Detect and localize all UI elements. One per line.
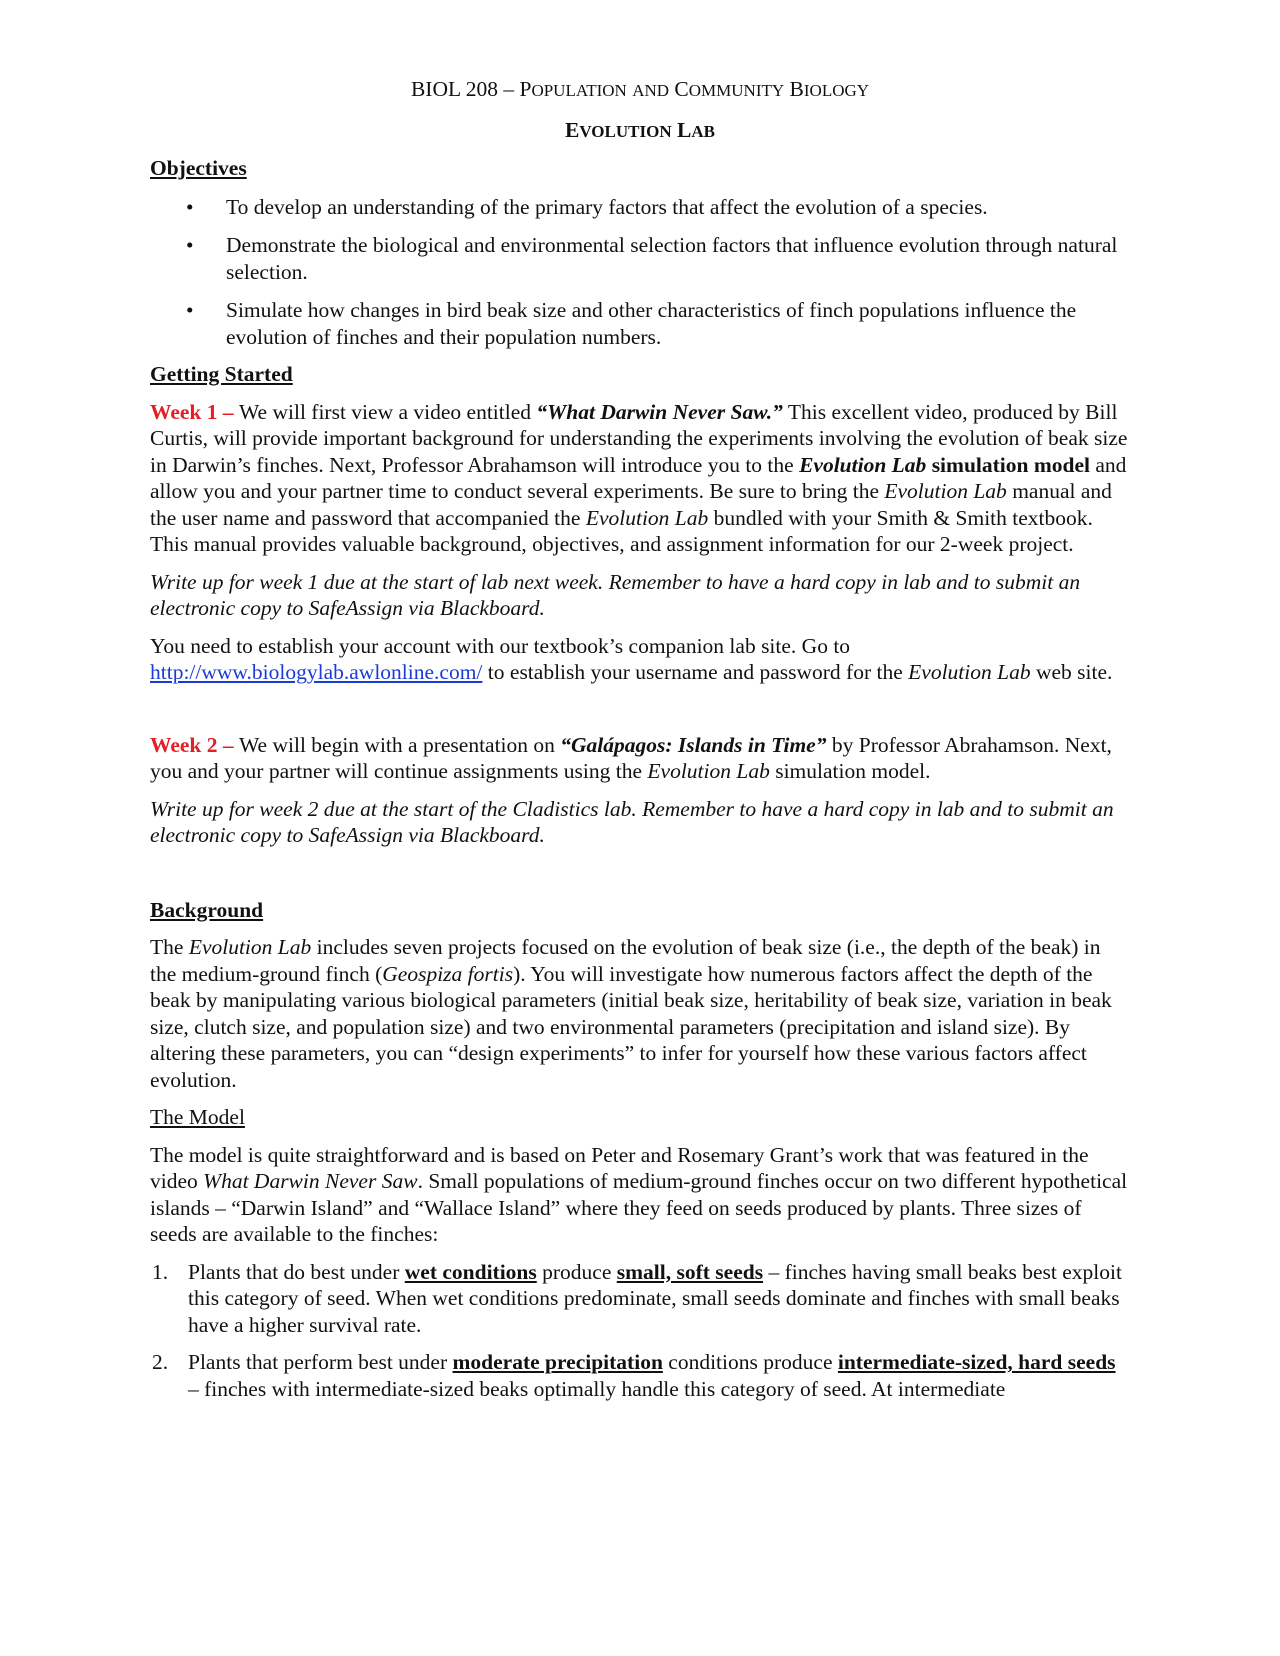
lab-site-link[interactable]: http://www.biologylab.awlonline.com/ <box>150 660 483 684</box>
list-item: • To develop an understanding of the primary factors that affect the evolution of a species. <box>186 194 988 219</box>
objectives-heading: Objectives <box>150 156 247 180</box>
list-item: • Simulate how changes in bird beak size and other characteristics of finch populations influence the evolution of finches and their population numbers. <box>186 298 1077 349</box>
week2-paragraph: Week 2 – We will begin with a presentation on “Galápagos: Islands in Time” by Professor Abrahamson. Next, you and your partner will continue assignments using the Evolution Lab simulation model. <box>150 732 1112 783</box>
week1-label: Week 1 – <box>150 399 239 424</box>
bullet-icon: • <box>186 194 194 219</box>
lab-title: EVOLUTION LAB <box>565 117 715 142</box>
document-page <box>150 70 1130 1402</box>
account-paragraph: You need to establish your account with our textbook’s companion lab site. Go to http://www.biologylab.awlonline.com/ to establish your username and password for the Evolution Lab web site. <box>150 633 1113 684</box>
list-item: 1. Plants that do best under wet conditions produce small, soft seeds – finches having small beaks best exploit this category of seed. When wet conditions predominate, small seeds dominate and finches with small beaks have a higher survival rate. <box>152 1259 1122 1337</box>
model-heading: The Model <box>150 1105 245 1129</box>
course-title: BIOL 208 – POPULATION AND COMMUNITY BIOLOGY <box>410 77 870 101</box>
course-code: BIOL 208 – <box>410 77 520 101</box>
getting-started-heading: Getting Started <box>150 362 293 386</box>
seed-list <box>150 1259 1130 1403</box>
bullet-icon: • <box>186 298 194 322</box>
bullet-icon: • <box>186 233 194 257</box>
week1-note: Write up for week 1 due at the start of lab next week. Remember to have a hard copy in lab and to submit an electronic copy to SafeAssign via Blackboard. <box>150 569 1081 620</box>
background-paragraph: The Evolution Lab includes seven projects focused on the evolution of beak size (i.e., the depth of the beak) in the medium-ground finch (Geospiza fortis). You will investigate how numerous factors affect the depth of the beak by manipulating various biological parameters (initial beak size, heritability of beak size, variation in beak size, clutch size, and population size) and two environmental parameters (precipitation and island size). By altering these parameters, you can “design experiments” to infer for yourself how these various factors affect evolution. <box>150 935 1112 1092</box>
week2-note: Write up for week 2 due at the start of the Cladistics lab. Remember to have a hard copy in lab and to submit an electronic copy to SafeAssign via Blackboard. <box>150 796 1114 847</box>
list-item: 2. Plants that perform best under moderate precipitation conditions produce intermediate-sized, hard seeds – finches with intermediate-sized beaks optimally handle this category of seed. At intermediate <box>152 1350 1116 1401</box>
list-item: • Demonstrate the biological and environmental selection factors that influence evolution through natural selection. <box>186 233 1118 284</box>
objectives-list <box>150 194 1130 351</box>
week2-label: Week 2 – <box>150 732 239 757</box>
model-paragraph: The model is quite straightforward and is based on Peter and Rosemary Grant’s work that was featured in the video What Darwin Never Saw. Small populations of medium-ground finches occur on two different hypothetical islands – “Darwin Island” and “Wallace Island” where they feed on seeds produced by plants. Three sizes of seeds are available to the finches: <box>150 1142 1128 1246</box>
background-heading: Background <box>150 897 264 922</box>
week1-paragraph: Week 1 – We will first view a video entitled “What Darwin Never Saw.” This excellent video, produced by Bill Curtis, will provide important background for understanding the experiments involving the evolution of beak size in Darwin’s finches. Next, Professor Abrahamson will introduce you to the Evolution Lab simulation model and allow you and your partner time to conduct several experiments. Be sure to bring the Evolution Lab manual and the user name and password that accompanied the Evolution Lab bundled with your Smith & Smith textbook. This manual provides valuable background, objectives, and assignment information for our 2-week project. <box>150 399 1128 556</box>
